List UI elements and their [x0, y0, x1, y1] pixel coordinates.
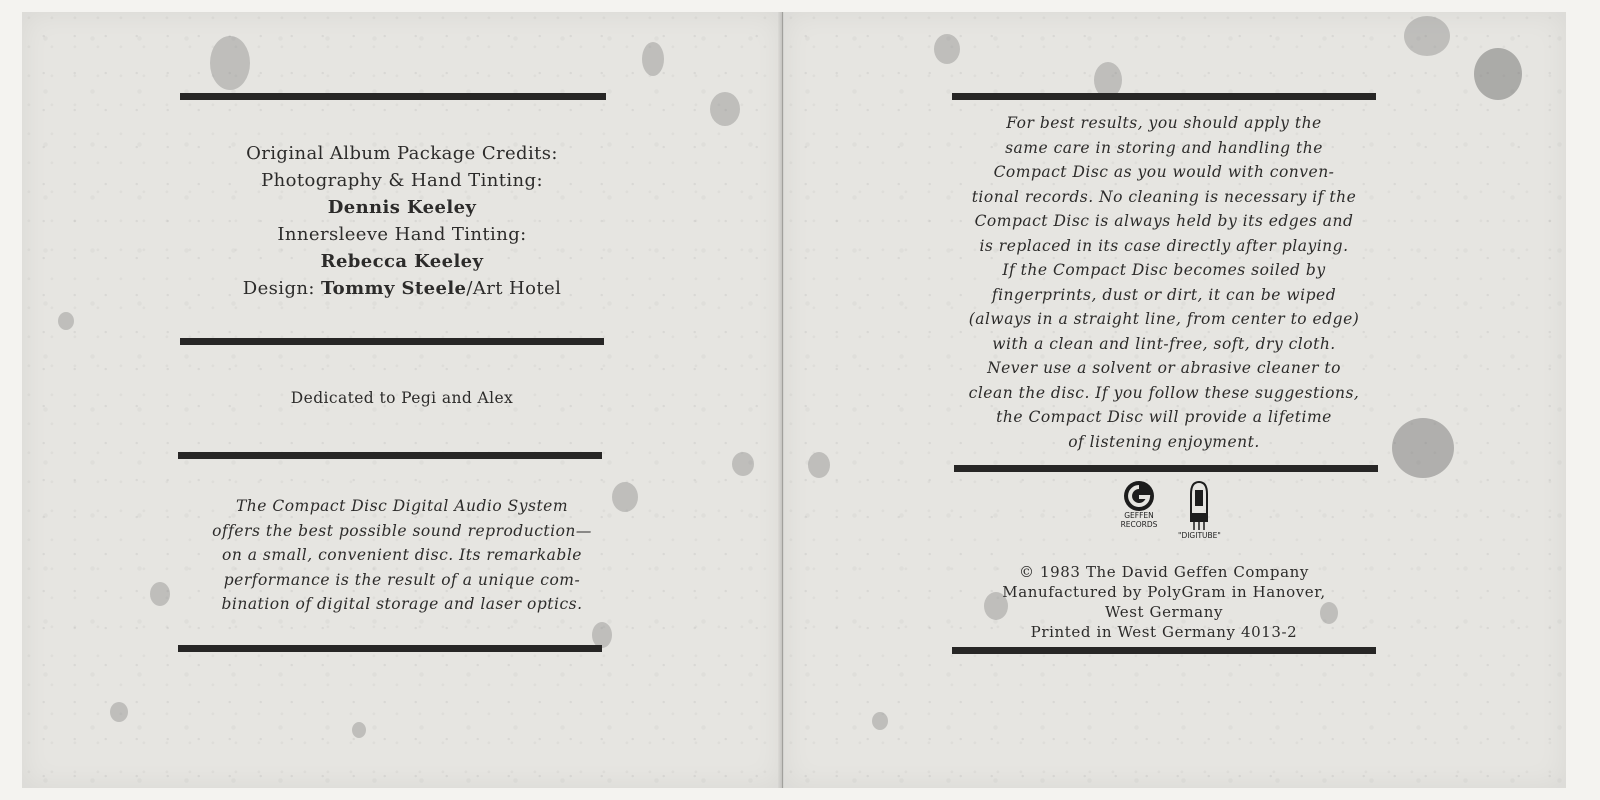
dedication: Dedicated to Pegi and Alex: [290, 389, 514, 407]
divider-rule: [952, 93, 1376, 100]
care-instructions: For best results, you should apply the same care in storing and handling the Compact Disc as you would with conven- tional records. No cleaning is necessary if the Compact Disc is always held by its edges and is replaced in its case directly after playing. If the Compact Disc becomes soiled by fingerprints, dust or dirt, it can be wiped (always in a straight line, from center to edge) with a clean and lint-free, soft, dry cloth. Never use a solvent or abrasive cleaner to clean the disc. If you follow these suggestions, the Compact Disc will provide a lifetime of listening enjoyment.: [968, 114, 1360, 451]
cd-system-text: The Compact Disc Digital Audio System offers the best possible sound reproduction— on a small, convenient disc. Its remarkable performance is the result of a unique com- bination of digital storage and laser optics.: [212, 497, 592, 613]
geffen-records-logo: GEFFEN RECORDS: [1118, 480, 1160, 529]
ink-blot: [110, 702, 128, 722]
ink-blot: [58, 312, 74, 330]
credits-heading: Original Album Package Credits:: [246, 143, 558, 164]
copyright-line: © 1983 The David Geffen Company: [1019, 563, 1309, 581]
ink-blot: [934, 34, 960, 64]
credits-innersleeve-label: Innersleeve Hand Tinting:: [277, 224, 527, 245]
credits-innersleeve-artist: Rebecca Keeley: [320, 251, 484, 272]
digitube-logo: "DIGITUBE": [1178, 480, 1221, 541]
ink-blot: [732, 452, 754, 476]
manufacturer-line: Manufactured by PolyGram in Hanover,: [1002, 583, 1326, 601]
ink-blot: [1474, 48, 1522, 100]
left-page: [22, 12, 783, 788]
label-logos: [1118, 480, 1221, 541]
divider-rule: [178, 645, 602, 652]
ink-blot: [808, 452, 830, 478]
printed-line: Printed in West Germany 4013-2: [1030, 623, 1298, 641]
copyright-block: [874, 562, 1454, 642]
ink-blot: [352, 722, 366, 738]
ink-blot: [210, 36, 250, 90]
cd-booklet: [22, 12, 1578, 788]
ink-blot: [710, 92, 740, 126]
package-credits: [122, 140, 682, 302]
vacuum-tube-icon: [1186, 480, 1212, 532]
divider-rule: [180, 338, 604, 345]
ink-blot: [1404, 16, 1450, 56]
divider-rule: [178, 452, 602, 459]
country-line: West Germany: [1104, 603, 1224, 621]
credits-photographer: Dennis Keeley: [327, 197, 477, 218]
credits-photography-label: Photography & Hand Tinting:: [261, 170, 543, 191]
divider-rule: [954, 465, 1378, 472]
divider-rule: [180, 93, 606, 100]
right-page: [784, 12, 1566, 788]
ink-blot: [642, 42, 664, 76]
credits-design: Design: Tommy Steele/Art Hotel: [242, 278, 562, 299]
geffen-g-icon: [1118, 480, 1160, 512]
ink-blot: [872, 712, 888, 730]
divider-rule: [952, 647, 1376, 654]
